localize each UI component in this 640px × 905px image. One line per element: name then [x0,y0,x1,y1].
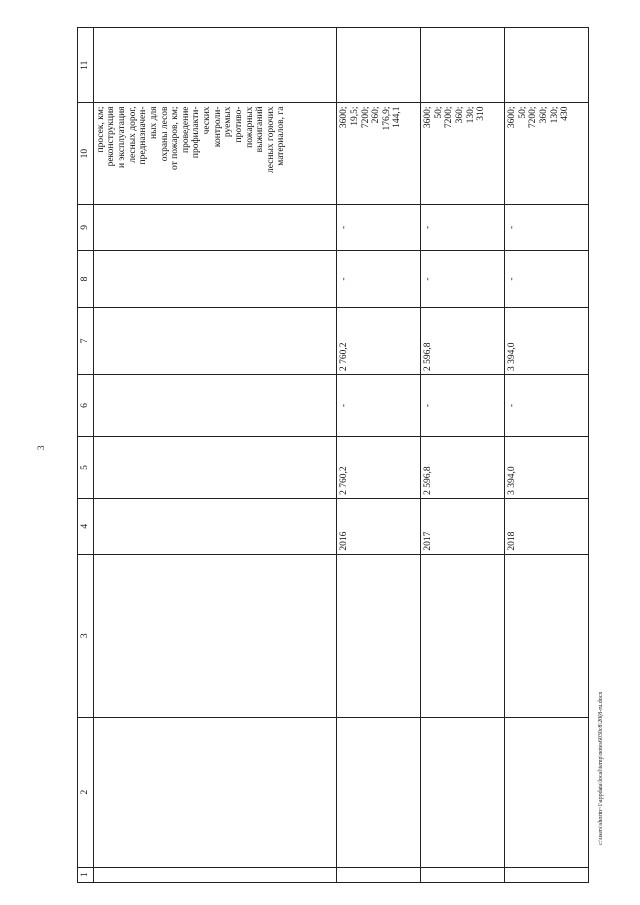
value-cell: - [421,375,505,437]
table-row [421,28,505,883]
column-header: 3 [78,554,94,717]
amount-cell: 2 760,2 [337,436,421,498]
amount-cell: 2 596,8 [421,307,505,374]
amount-cell: 3 394,0 [505,436,589,498]
column-header: 2 [78,717,94,867]
column-header: 8 [78,251,94,308]
year-cell: 2017 [421,498,505,554]
column-header: 1 [78,867,94,882]
column-header: 7 [78,307,94,374]
value-cell: - [505,204,589,250]
column-header: 9 [78,204,94,250]
value-cell: - [421,204,505,250]
column-header: 11 [78,28,94,103]
table-row [337,28,421,883]
table-row [93,28,337,883]
column-header: 4 [78,498,94,554]
activity-description: просек, км; реконструкция и эксплуатация лесных дорог, предназначен- ных для охраны лесов от пожаров, км; проведение профилакти- ческих контроли- руемых противо- пожарных выжиганий лесных горючих материалов, га [93,103,337,204]
amount-cell: 2 760,2 [337,307,421,374]
page-number: 3 [36,445,46,450]
value-cell: - [505,251,589,308]
value-cell: - [505,375,589,437]
value-cell: - [337,204,421,250]
header-row [78,28,94,883]
column-header: 10 [78,103,94,204]
table-container [77,27,589,883]
year-cell: 2018 [505,498,589,554]
table-row [505,28,589,883]
plan-values-cell: 3600; 50; 7200; 360; 130; 310 [421,103,505,204]
value-cell: - [337,251,421,308]
data-table [77,27,589,883]
plan-values-cell: 3600; 19,5; 7200; 260; 176,9; 144,1 [337,103,421,204]
footer-file-path: c:\users\shorin~1\appdata\local\temp\notes6030c8\20(8-ru.docx [598,691,604,845]
value-cell: - [421,251,505,308]
year-cell: 2016 [337,498,421,554]
amount-cell: 3 394,0 [505,307,589,374]
column-header: 6 [78,375,94,437]
value-cell: - [337,375,421,437]
plan-values-cell: 3600; 50; 7200; 360; 130; 430 [505,103,589,204]
column-header: 5 [78,436,94,498]
amount-cell: 2 596,8 [421,436,505,498]
